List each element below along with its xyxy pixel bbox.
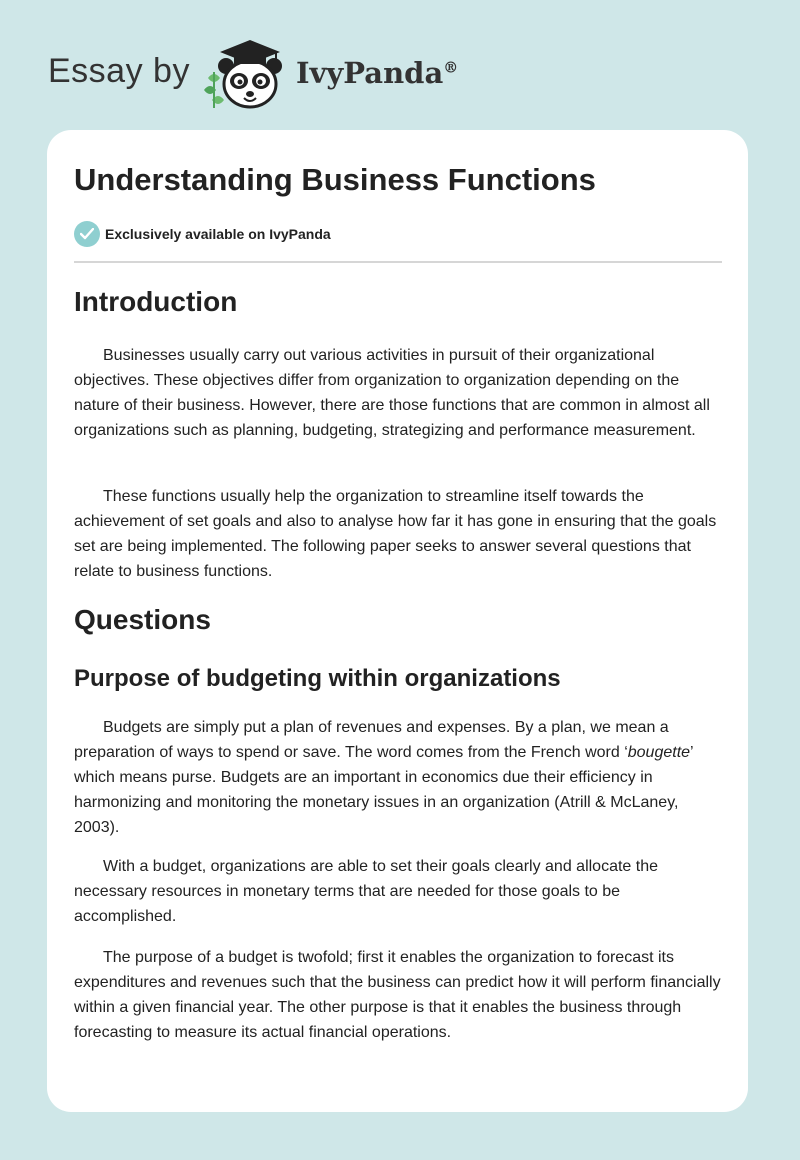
article-card bbox=[47, 130, 748, 1112]
exclusive-badge bbox=[74, 221, 331, 247]
budget-paragraph-2: With a budget, organizations are able to set their goals clearly and allocate the necessary resources in monetary terms that are needed for those goals to be accomplished. bbox=[74, 858, 658, 925]
site-header bbox=[48, 38, 548, 108]
heading-budget-purpose: Purpose of budgeting within organizations bbox=[74, 665, 561, 692]
article-title: Understanding Business Functions bbox=[74, 162, 596, 197]
budget-paragraph-1: Budgets are simply put a plan of revenues and expenses. By a plan, we mean a preparation of ways to spend or save. The word comes from the French word ‘bougette’ which means purse. Budgets are an important in economics due their efficiency in harmonizing and monitoring the monetary issues in an organization (Atrill & McLaney, 2003). bbox=[74, 719, 693, 836]
heading-introduction: Introduction bbox=[74, 286, 238, 317]
panda-logo-icon[interactable] bbox=[200, 38, 290, 110]
badge-text: Exclusively available on IvyPanda bbox=[105, 226, 331, 242]
check-icon bbox=[74, 221, 100, 247]
budget-paragraph-3: The purpose of a budget is twofold; first it enables the organization to forecast its expenditures and revenues such that the business can predict how it will perform financially within a given financial year. The other purpose is that it enables the business through forecasting to measure its actual financial operations. bbox=[74, 949, 721, 1041]
intro-paragraph-2: These functions usually help the organization to streamline itself towards the achievement of set goals and also to analyse how far it has gone in ensuring that the goals set are being implemented. The following paper seeks to answer several questions that relate to business functions. bbox=[74, 488, 717, 580]
title-divider bbox=[74, 261, 722, 263]
brand-name[interactable]: IvyPanda® bbox=[296, 56, 459, 90]
essay-by-label: Essay by bbox=[48, 52, 190, 90]
intro-paragraph-1: Businesses usually carry out various activities in pursuit of their organizational objectives. These objectives differ from organization to organization depending on the nature of their business. However, there are those functions that are common in almost all organizations such as planning, budgeting, strategizing and performance measurement. bbox=[74, 347, 710, 439]
registered-mark: ® bbox=[443, 58, 459, 77]
heading-questions: Questions bbox=[74, 604, 211, 635]
bougette-term: bougette bbox=[627, 744, 691, 761]
